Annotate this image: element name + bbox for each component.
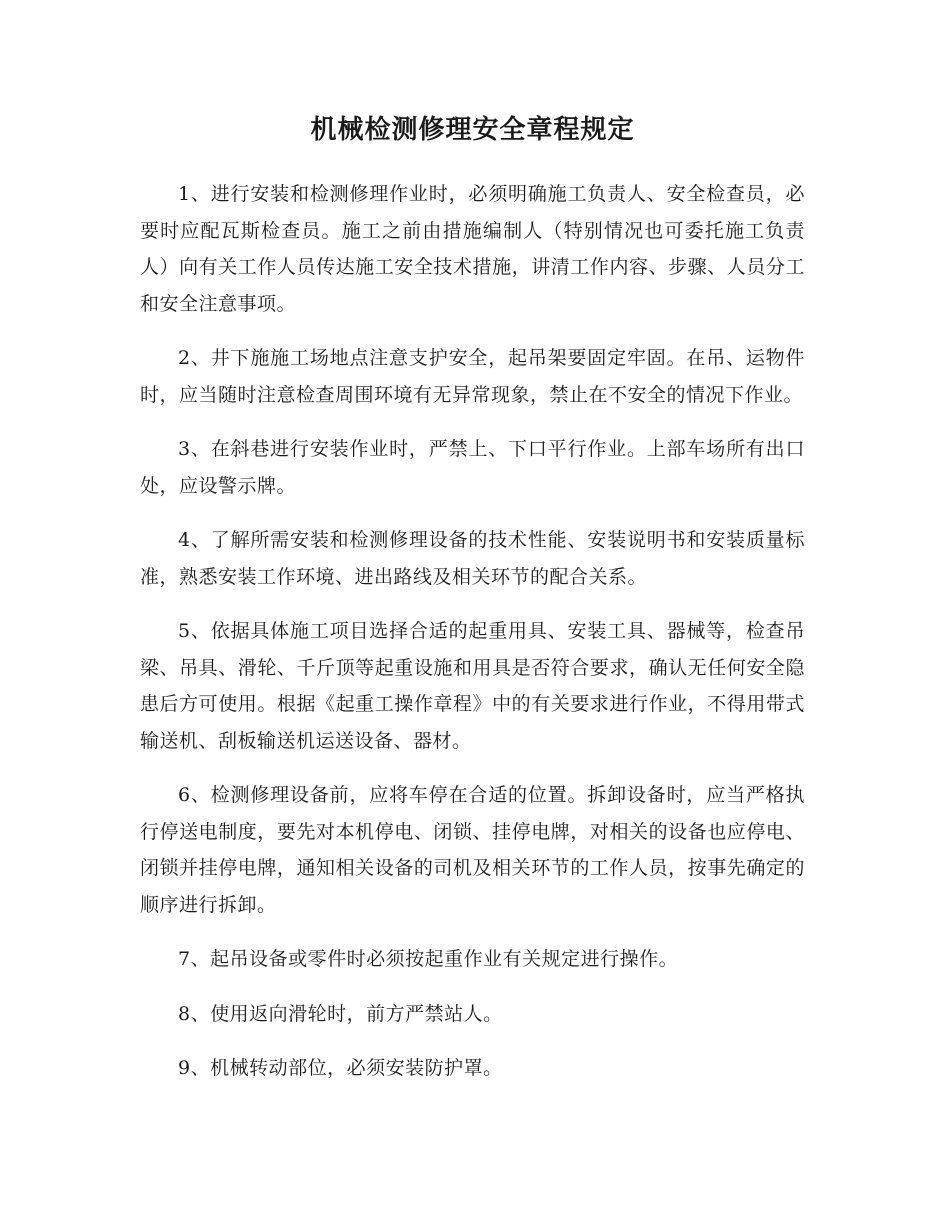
paragraph-5: 5、依据具体施工项目选择合适的起重用具、安装工具、器械等，检查吊梁、吊具、滑轮、千斤顶等起重设施和用具是否符合要求，确认无任何安全隐患后方可使用。根据《起重工操作章程》中的有关要求进行作业，不得用带式输送机、刮板输送机运送设备、器材。 [140,620,805,752]
document-page [140,110,805,1105]
paragraph-3: 3、在斜巷进行安装作业时，严禁上、下口平行作业。上部车场所有出口处，应设警示牌。 [140,438,805,497]
paragraph-9: 9、机械转动部位，必须安装防护罩。 [178,1057,503,1079]
paragraph-8: 8、使用返向滑轮时，前方严禁站人。 [178,1002,503,1025]
paragraph-2: 2、井下施施工场地点注意支护安全，起吊架要固定牢固。在吊、运物件时，应当随时注意检查周围环境有无异常现象，禁止在不安全的情况下作业。 [140,347,805,406]
paragraph-7: 7、起吊设备或零件时必须按起重作业有关规定进行操作。 [178,948,679,970]
document-title: 机械检测修理安全章程规定 [310,115,635,145]
paragraph-4: 4、了解所需安装和检测修理设备的技术性能、安装说明书和安装质量标准，熟悉安装工作环境、进出路线及相关环节的配合关系。 [140,529,805,588]
paragraph-6: 6、检测修理设备前，应将车停在合适的位置。拆卸设备时，应当严格执行停送电制度，要先对本机停电、闭锁、挂停电牌，对相关的设备也应停电、闭锁并挂停电牌，通知相关设备的司机及相关环节的工作人员，按事先确定的顺序进行拆卸。 [140,784,805,916]
paragraph-1: 1、进行安装和检测修理作业时，必须明确施工负责人、安全检查员，必要时应配瓦斯检查员。施工之前由措施编制人（特别情况也可委托施工负责人）向有关工作人员传达施工安全技术措施，讲清工作内容、步骤、人员分工和安全注意事项。 [140,183,805,315]
